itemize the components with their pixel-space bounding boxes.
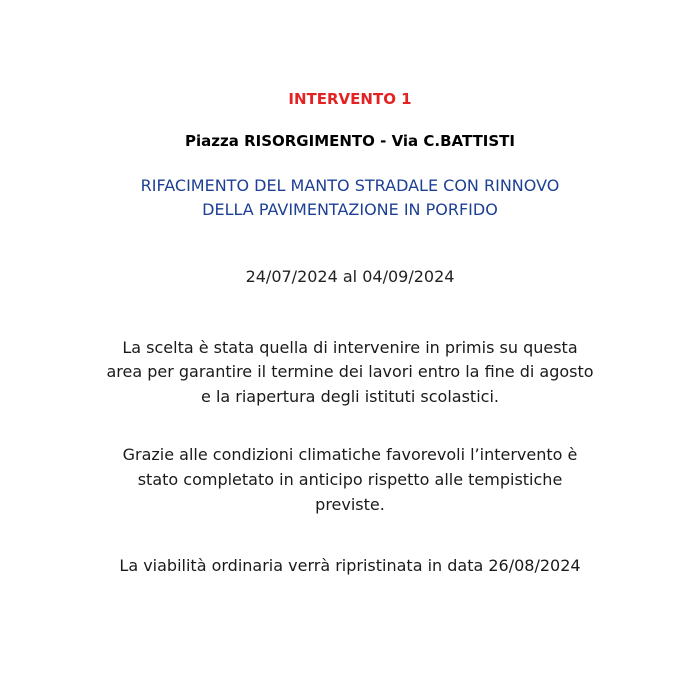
paragraph-1-line: area per garantire il termine dei lavori entro la fine di agosto xyxy=(106,362,594,381)
work-period: 24/07/2024 al 04/09/2024 xyxy=(245,267,455,286)
paragraph-3: La viabilità ordinaria verrà ripristinata in data 26/08/2024 xyxy=(119,556,581,575)
paragraph-2-line: Grazie alle condizioni climatiche favorevoli l’intervento è xyxy=(122,445,578,464)
intervention-title: INTERVENTO 1 xyxy=(288,90,412,108)
paragraph-1-line: La scelta è stata quella di intervenire in primis su questa xyxy=(122,338,578,357)
paragraph-1-line: e la riapertura degli istituti scolastici. xyxy=(201,387,499,406)
paragraph-2-line: previste. xyxy=(315,495,385,514)
paragraph-2-line: stato completato in anticipo rispetto alle tempistiche xyxy=(137,470,563,489)
work-description-line: DELLA PAVIMENTAZIONE IN PORFIDO xyxy=(202,200,498,219)
location-heading: Piazza RISORGIMENTO - Via C.BATTISTI xyxy=(185,132,515,150)
work-description-line: RIFACIMENTO DEL MANTO STRADALE CON RINNOVO xyxy=(140,176,560,195)
